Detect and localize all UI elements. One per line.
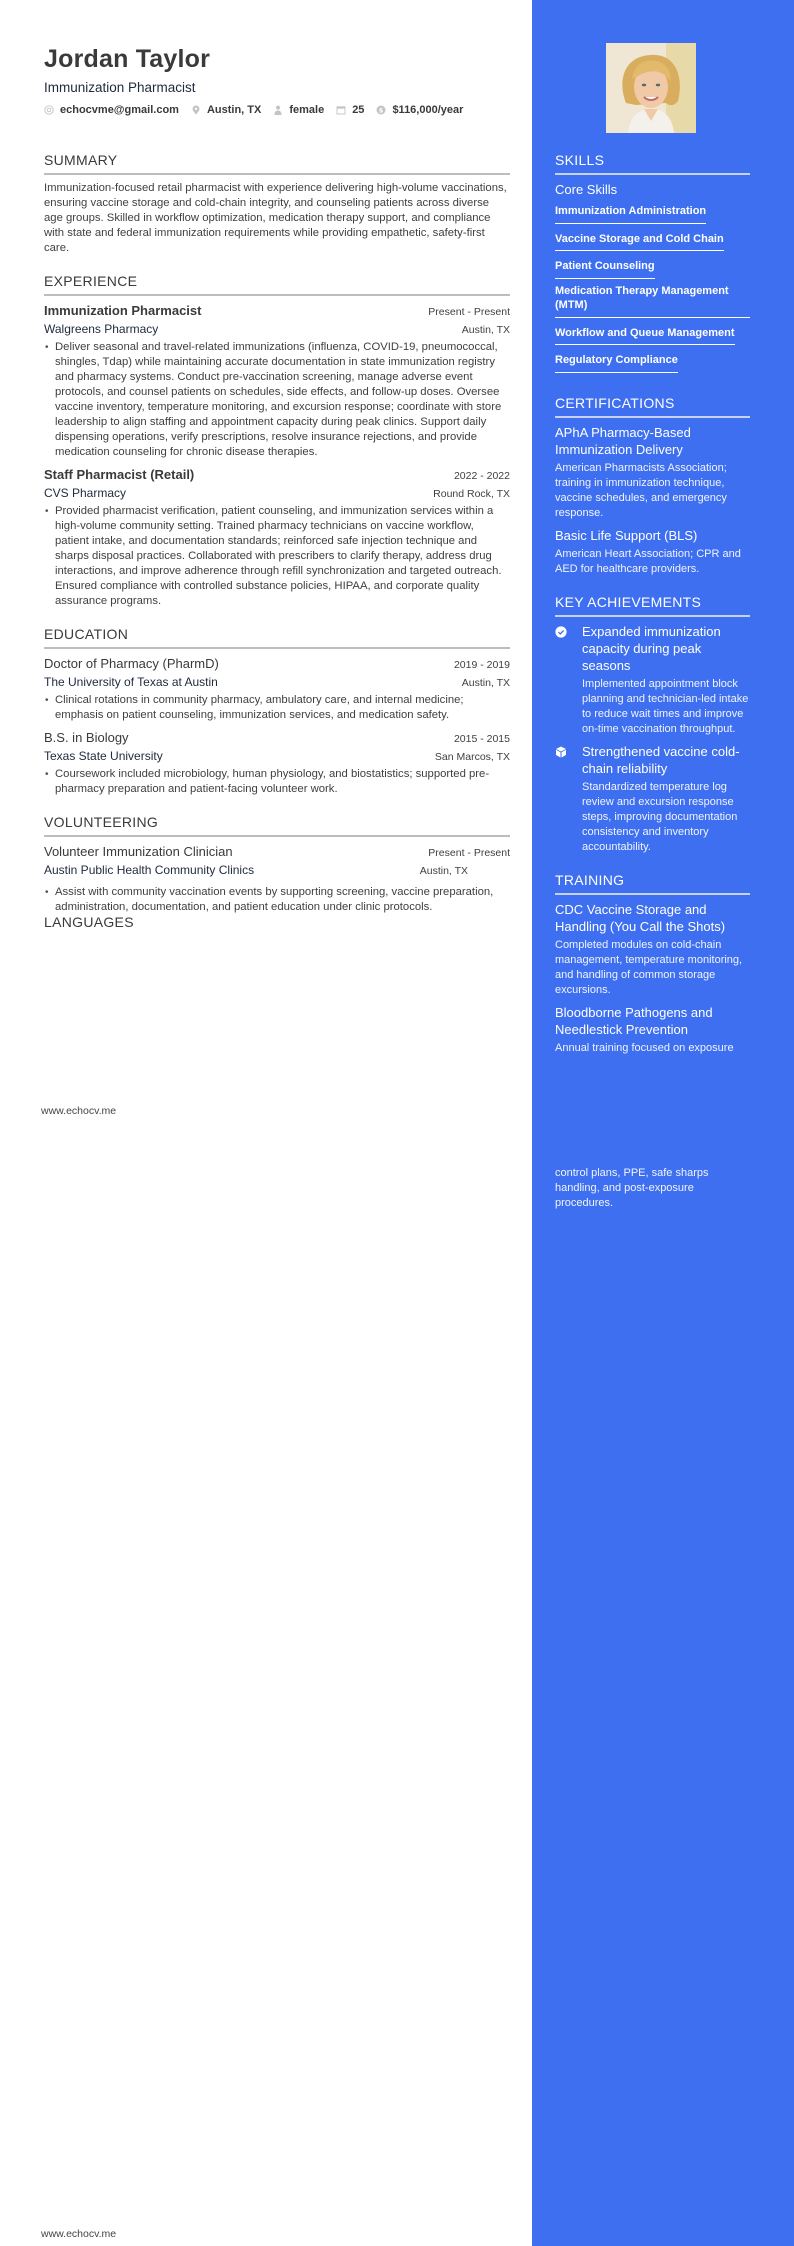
location-pin-icon	[191, 105, 201, 115]
summary-section	[44, 151, 510, 256]
training-description: Annual training focused on exposure	[555, 1041, 734, 1054]
volunteer-org: Austin Public Health Community Clinics	[44, 863, 255, 877]
email-value: echocvme@gmail.com	[60, 104, 179, 116]
section-divider	[555, 416, 750, 418]
job-dates: Present - Present	[428, 306, 510, 318]
experience-entry	[44, 466, 510, 609]
job-title: Staff Pharmacist (Retail)	[44, 467, 195, 482]
school: The University of Texas at Austin	[44, 675, 218, 689]
degree: B.S. in Biology	[44, 730, 129, 745]
contact-row	[44, 104, 514, 116]
skills-section	[555, 151, 750, 378]
resume-header	[44, 44, 514, 116]
age-value: 25	[352, 104, 365, 116]
certifications-section	[555, 394, 750, 577]
contact-age	[336, 104, 364, 116]
sidebar	[555, 151, 750, 1072]
employer: CVS Pharmacy	[44, 486, 127, 500]
skills-heading: SKILLS	[555, 152, 605, 168]
education-entry	[44, 729, 510, 797]
volunteer-role: Volunteer Immunization Clinician	[44, 844, 233, 859]
employer: Walgreens Pharmacy	[44, 322, 159, 336]
achievement-item	[555, 623, 750, 737]
section-divider	[44, 647, 510, 649]
education-description: • Clinical rotations in community pharmacy, ambulatory care, and internal medicine; emphasis on patient counseling, immunization services, and medication safety.	[44, 693, 510, 723]
achievement-description: Implemented appointment block planning and technician-led intake to reduce wait times and improve on-time vaccination throughput.	[582, 677, 749, 735]
skill-item: Immunization Administration	[555, 204, 706, 224]
calendar-icon	[336, 105, 346, 115]
languages-heading: LANGUAGES	[44, 914, 134, 930]
at-icon	[44, 105, 54, 115]
summary-text: Immunization-focused retail pharmacist with experience delivering high-volume vaccinations, ensuring vaccine storage and cold-chain integrity, and counseling patients across diverse age groups. Skilled in workflow optimization, medication therapy support, and compliance with state and federal immunization requirements while providing empathetic, safety-first care.	[44, 182, 507, 254]
skill-item: Medication Therapy Management (MTM)	[555, 284, 750, 318]
skill-item: Patient Counseling	[555, 259, 655, 279]
main-column	[44, 151, 510, 930]
skill-item: Workflow and Queue Management	[555, 326, 735, 346]
experience-entry	[44, 302, 510, 460]
training-heading: TRAINING	[555, 871, 625, 888]
location-value: Austin, TX	[206, 104, 262, 116]
training-section	[555, 871, 750, 1056]
check-circle-icon	[555, 623, 582, 737]
footer-site-link[interactable]: www.echocv.me	[41, 1105, 117, 1117]
skills-group-title: Core Skills	[555, 182, 618, 197]
volunteer-dates: Present - Present	[428, 847, 510, 859]
training-description-continued: control plans, PPE, safe sharps handling, and post-exposure procedures.	[555, 1167, 709, 1209]
education-section	[44, 625, 510, 797]
training-name: CDC Vaccine Storage and Handling (You Call the Shots)	[555, 901, 726, 934]
school-location: Austin, TX	[461, 677, 510, 689]
svg-text:$: $	[379, 106, 384, 115]
school: Texas State University	[44, 749, 163, 763]
section-divider	[555, 893, 750, 895]
education-dates: 2015 - 2015	[453, 733, 510, 745]
cube-icon	[555, 743, 582, 855]
training-description: Completed modules on cold-chain management, temperature monitoring, and handling of common storage excursions.	[555, 938, 743, 996]
contact-location	[191, 104, 261, 116]
section-divider	[44, 173, 510, 175]
candidate-name: Jordan Taylor	[44, 45, 211, 73]
certifications-heading: CERTIFICATIONS	[555, 394, 675, 411]
training-name: Bloodborne Pathogens and Needlestick Prevention	[555, 1004, 713, 1037]
section-divider	[44, 294, 510, 296]
volunteering-section	[44, 813, 510, 915]
skill-item: Regulatory Compliance	[555, 353, 678, 373]
volunteering-heading: VOLUNTEERING	[44, 814, 159, 830]
volunteering-entry	[44, 843, 510, 915]
achievement-title: Strengthened vaccine cold-chain reliability	[582, 743, 740, 776]
job-title: Immunization Pharmacist	[44, 303, 202, 318]
education-description: • Coursework included microbiology, human physiology, and biostatistics; supported pre-pharmacy preparation and patient-facing volunteer work.	[44, 767, 510, 797]
volunteer-location: Austin, TX	[419, 865, 468, 877]
footer-site-link[interactable]: www.echocv.me	[41, 2228, 117, 2240]
achievements-section	[555, 593, 750, 855]
salary-value: $116,000/year	[392, 104, 464, 116]
skill-item: Vaccine Storage and Cold Chain	[555, 232, 724, 252]
certification-description: American Heart Association; CPR and AED for healthcare providers.	[555, 547, 741, 575]
contact-salary	[376, 104, 463, 116]
avatar	[606, 43, 696, 133]
section-divider	[44, 835, 510, 837]
degree: Doctor of Pharmacy (PharmD)	[44, 656, 219, 671]
experience-heading: EXPERIENCE	[44, 273, 138, 289]
contact-gender	[273, 104, 324, 116]
summary-heading: SUMMARY	[44, 152, 118, 168]
achievement-item	[555, 743, 750, 855]
achievement-title: Expanded immunization capacity during peak seasons	[582, 623, 721, 673]
achievement-description: Standardized temperature log review and excursion response steps, improving documentation consistency and inventory accountability.	[582, 780, 738, 853]
certification-name: Basic Life Support (BLS)	[555, 527, 698, 543]
person-icon	[273, 105, 283, 115]
contact-email	[44, 104, 179, 116]
section-divider	[555, 615, 750, 617]
dollar-icon	[376, 105, 386, 115]
education-heading: EDUCATION	[44, 626, 129, 642]
certification-description: American Pharmacists Association; training in immunization technique, vaccine schedules, and emergency response.	[555, 461, 727, 519]
volunteer-description: • Assist with community vaccination events by supporting screening, vaccine preparation, administration, documentation, and patient education under clinic protocols.	[44, 885, 510, 915]
school-location: San Marcos, TX	[434, 751, 510, 763]
achievements-heading: KEY ACHIEVEMENTS	[555, 593, 702, 610]
job-location: Round Rock, TX	[433, 488, 510, 500]
section-divider	[555, 173, 750, 175]
job-description: • Deliver seasonal and travel-related immunizations (influenza, COVID-19, pneumococcal, shingles, Tdap) while maintaining accurate documentation in state immunization registry and pharmacy systems. Conduct pre-vaccination screening, manage adverse event protocols, and counsel patients on schedules, side effects, and follow-up doses. Oversee vaccine inventory, temperature monitoring, and excursion response; coordinate with store leadership to align staffing and appointment capacity during peak clinics. Support daily dispensing operations, verify prescriptions, resolve insurance rejections, and provide medication counseling for chronic disease therapies.	[44, 340, 510, 460]
experience-section	[44, 272, 510, 609]
gender-value: female	[289, 104, 325, 116]
candidate-title: Immunization Pharmacist	[44, 80, 196, 95]
education-dates: 2019 - 2019	[453, 659, 510, 671]
job-location: Austin, TX	[461, 324, 510, 336]
job-description: • Provided pharmacist verification, patient counseling, and immunization services within a high-volume community setting. Trained pharmacy technicians on vaccine workflow, patient intake, and documentation standards; reinforced safe injection technique and sharps disposal practices. Collaborated with prescribers to clarify therapy, address drug interactions, and improve adherence through refill synchronization and targeted outreach. Ensured compliance with controlled substance policies, HIPAA, and corporate quality assurance programs.	[44, 504, 510, 609]
education-entry	[44, 655, 510, 723]
job-dates: 2022 - 2022	[453, 470, 510, 482]
certification-name: APhA Pharmacy-Based Immunization Delivery	[555, 424, 691, 457]
